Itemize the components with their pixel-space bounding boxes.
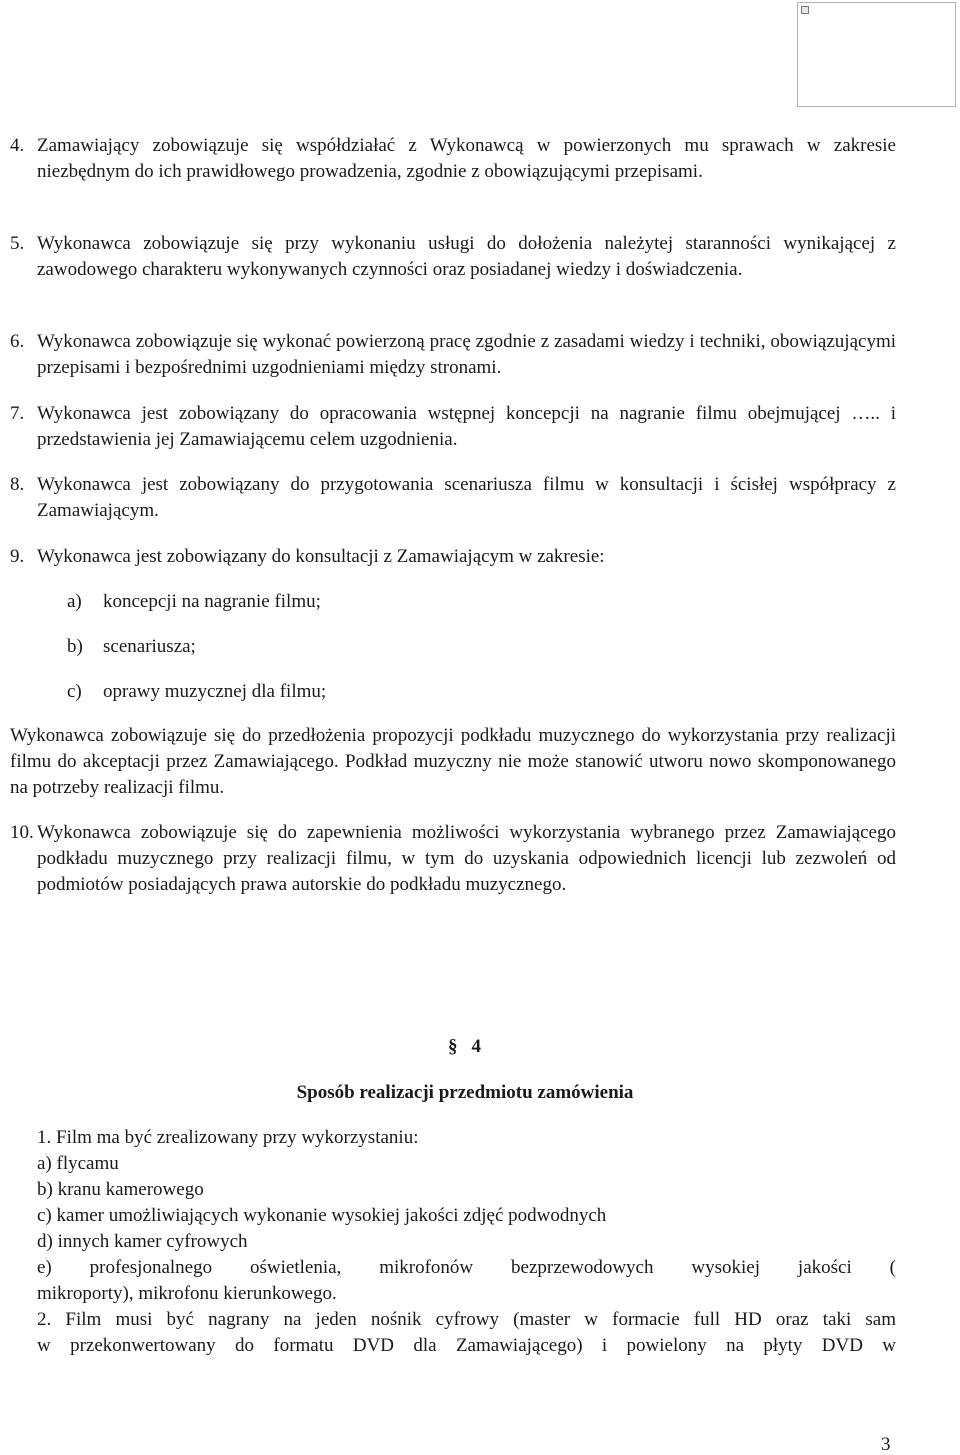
item-number: 10. — [10, 822, 34, 843]
item-text: Zamawiający zobowiązuje się współdziałać z Wykonawcą w powierzonych mu sprawach w zakresie niezbędnym do ich prawidłowego prowadzenia, zgodnie z obowiązującymi przepisami. — [37, 135, 896, 182]
list-item-9 — [10, 544, 896, 570]
list-item-6 — [10, 329, 896, 381]
sub-item-text: oprawy muzycznej dla filmu; — [103, 681, 327, 702]
item-text: Wykonawca jest zobowiązany do przygotowania scenariusza filmu w konsultacji i ścisłej współpracy z Zamawiającym. — [37, 474, 896, 521]
sub-item-text: scenariusza; — [103, 636, 196, 657]
item-number: 5. — [10, 233, 25, 254]
item-number: 9. — [10, 546, 25, 567]
list-item-8 — [10, 472, 896, 524]
sub-item-a — [67, 589, 321, 615]
item-number: 4. — [10, 135, 25, 156]
list-item-4 — [10, 133, 896, 185]
item-number: 8. — [10, 474, 25, 495]
paragraph: Wykonawca zobowiązuje się do przedłożenia propozycji podkładu muzycznego do wykorzystania przy realizacji filmu do akceptacji przez Zamawiającego. Podkład muzyczny nie może stanowić utworu nowo skomponowanego na potrzeby realizacji filmu. — [10, 725, 896, 798]
item-number: 6. — [10, 331, 25, 352]
page-number: 3 — [881, 1434, 891, 1455]
section-line: 1. Film ma być zrealizowany przy wykorzystaniu: — [37, 1127, 419, 1148]
section-line: 2. Film musi być nagrany na jeden nośnik cyfrowy (master w formacie full HD oraz taki sam — [37, 1309, 896, 1330]
section-line: c) kamer umożliwiających wykonanie wysokiej jakości zdjęć podwodnych — [37, 1205, 607, 1226]
thumbnail-preview — [797, 2, 956, 107]
section-line: e) profesjonalnego oświetlenia, mikrofonów bezprzewodowych wysokiej jakości ( — [37, 1257, 896, 1278]
section-line: d) innych kamer cyfrowych — [37, 1231, 248, 1252]
sub-item-c — [67, 679, 326, 705]
item-text: Wykonawca zobowiązuje się wykonać powierzoną pracę zgodnie z zasadami wiedzy i techniki, obowiązującymi przepisami i bezpośrednimi uzgodnieniami między stronami. — [37, 331, 896, 378]
item-text: Wykonawca zobowiązuje się przy wykonaniu usługi do dołożenia należytej staranności wynikającej z zawodowego charakteru wykonywanych czynności oraz posiadanej wiedzy i doświadczenia. — [37, 233, 896, 280]
item-number: 7. — [10, 403, 25, 424]
section-title: Sposób realizacji przedmiotu zamówienia — [296, 1082, 634, 1103]
section-line: a) flycamu — [37, 1153, 119, 1174]
section-line: mikroporty), mikrofonu kierunkowego. — [37, 1283, 337, 1304]
sub-item-label: b) — [67, 636, 83, 657]
item-text: Wykonawca jest zobowiązany do konsultacji z Zamawiającym w zakresie: — [37, 546, 605, 567]
list-item-7 — [10, 401, 896, 453]
section-heading — [448, 1034, 481, 1060]
section-symbol: § — [448, 1036, 458, 1057]
list-item-5 — [10, 231, 896, 283]
section-number: 4 — [471, 1036, 481, 1057]
section-line: b) kranu kamerowego — [37, 1179, 204, 1200]
item-text: Wykonawca zobowiązuje się do zapewnienia możliwości wykorzystania wybranego przez Zamawiającego podkładu muzycznego przy realizacji filmu, w tym do uzyskania odpowiednich licencji lub zezwoleń od podmiotów posiadających prawa autorskie do podkładu muzycznego. — [37, 822, 896, 895]
sub-item-text: koncepcji na nagranie filmu; — [103, 591, 321, 612]
document-icon — [801, 6, 809, 14]
section-line: w przekonwertowany do formatu DVD dla Zamawiającego) i powielony na płyty DVD w — [37, 1335, 896, 1356]
item-text: Wykonawca jest zobowiązany do opracowania wstępnej koncepcji na nagranie filmu obejmującej ….. i przedstawienia jej Zamawiającemu celem uzgodnienia. — [37, 403, 896, 450]
list-item-10 — [10, 820, 896, 898]
sub-item-label: a) — [67, 591, 82, 612]
sub-item-b — [67, 634, 196, 660]
sub-item-label: c) — [67, 681, 82, 702]
